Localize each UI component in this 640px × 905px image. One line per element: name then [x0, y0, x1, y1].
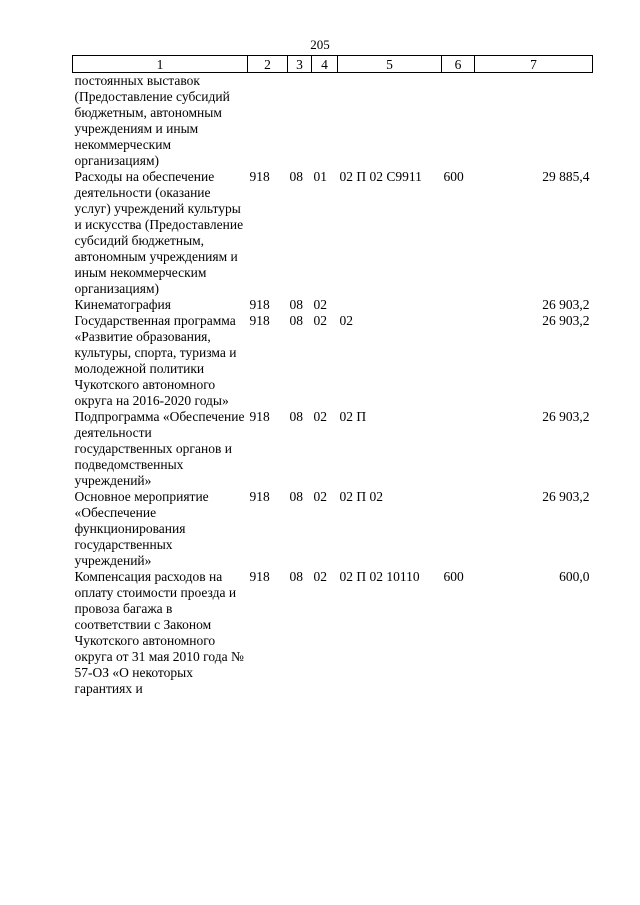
row-name: Кинематография	[74, 297, 171, 312]
row-rz: 08	[289, 409, 303, 424]
table-row	[73, 409, 593, 489]
row-name: Расходы на обеспечение деятельности (оказание услуг) учреждений культуры и искусства (Предоставление субсидий бюджетным, автономным учреждениям и иным некоммерческим организациям)	[74, 169, 244, 296]
row-grbs	[248, 73, 288, 170]
row-csr: 02	[339, 313, 353, 328]
budget-table	[72, 55, 593, 697]
row-rz: 08	[289, 169, 303, 184]
row-pr: 02	[313, 409, 327, 424]
table-row	[73, 569, 593, 697]
row-name: Подпрограмма «Обеспечение деятельности государственных органов и подведомственных учреждений»	[74, 409, 245, 488]
header-row	[73, 56, 593, 73]
row-name: постоянных выставок (Предоставление субсидий бюджетным, автономным учреждениям и иным некоммерческим организациям)	[74, 73, 230, 168]
row-grbs: 918	[249, 489, 270, 504]
table-row	[73, 169, 593, 297]
row-sum: 26 903,2	[542, 297, 590, 312]
row-rz: 08	[289, 489, 303, 504]
row-vr	[442, 489, 475, 569]
row-sum: 26 903,2	[542, 409, 590, 424]
row-sum	[475, 73, 593, 170]
row-pr: 02	[313, 569, 327, 584]
row-csr: 02 П 02	[339, 489, 383, 504]
row-sum: 26 903,2	[542, 489, 590, 504]
row-pr: 02	[313, 297, 327, 312]
row-rz: 08	[289, 297, 303, 312]
column-header: 6	[442, 56, 475, 73]
row-vr	[442, 297, 475, 313]
row-grbs: 918	[249, 569, 270, 584]
row-csr: 02 П	[339, 409, 367, 424]
table-row	[73, 297, 593, 313]
table-row	[73, 73, 593, 170]
row-sum: 29 885,4	[542, 169, 590, 184]
row-rz: 08	[289, 569, 303, 584]
row-grbs: 918	[249, 409, 270, 424]
row-vr	[442, 313, 475, 409]
row-csr	[338, 297, 442, 313]
row-rz: 08	[289, 313, 303, 328]
row-vr: 600	[443, 569, 464, 584]
table-row	[73, 489, 593, 569]
row-sum: 600,0	[559, 569, 590, 584]
row-pr: 02	[313, 489, 327, 504]
column-header: 5	[338, 56, 442, 73]
column-header: 3	[288, 56, 312, 73]
row-csr: 02 П 02 С9911	[339, 169, 422, 184]
row-grbs: 918	[249, 297, 270, 312]
row-grbs: 918	[249, 313, 270, 328]
table-row	[73, 313, 593, 409]
row-sum: 26 903,2	[542, 313, 590, 328]
row-pr: 01	[313, 169, 327, 184]
row-name: Основное мероприятие «Обеспечение функционирования государственных учреждений»	[74, 489, 209, 568]
row-vr	[442, 73, 475, 170]
row-pr	[312, 73, 338, 170]
column-header: 4	[312, 56, 338, 73]
row-grbs: 918	[249, 169, 270, 184]
row-name: Государственная программа «Развитие образования, культуры, спорта, туризма и молодежной политики Чукотского автономного округа на 2016-2020 годы»	[74, 313, 237, 408]
page-number: 205	[310, 37, 330, 52]
row-vr: 600	[443, 169, 464, 184]
row-vr	[442, 409, 475, 489]
row-csr: 02 П 02 10110	[339, 569, 420, 584]
column-header: 7	[475, 56, 593, 73]
row-name: Компенсация расходов на оплату стоимости проезда и провоза багажа в соответствии с Законом Чукотского автономного округа от 31 мая 2010 года № 57-ОЗ «О некоторых гарантиях и	[74, 569, 244, 696]
column-header: 2	[248, 56, 288, 73]
row-rz	[288, 73, 312, 170]
column-header: 1	[73, 56, 248, 73]
row-pr: 02	[313, 313, 327, 328]
row-csr	[338, 73, 442, 170]
